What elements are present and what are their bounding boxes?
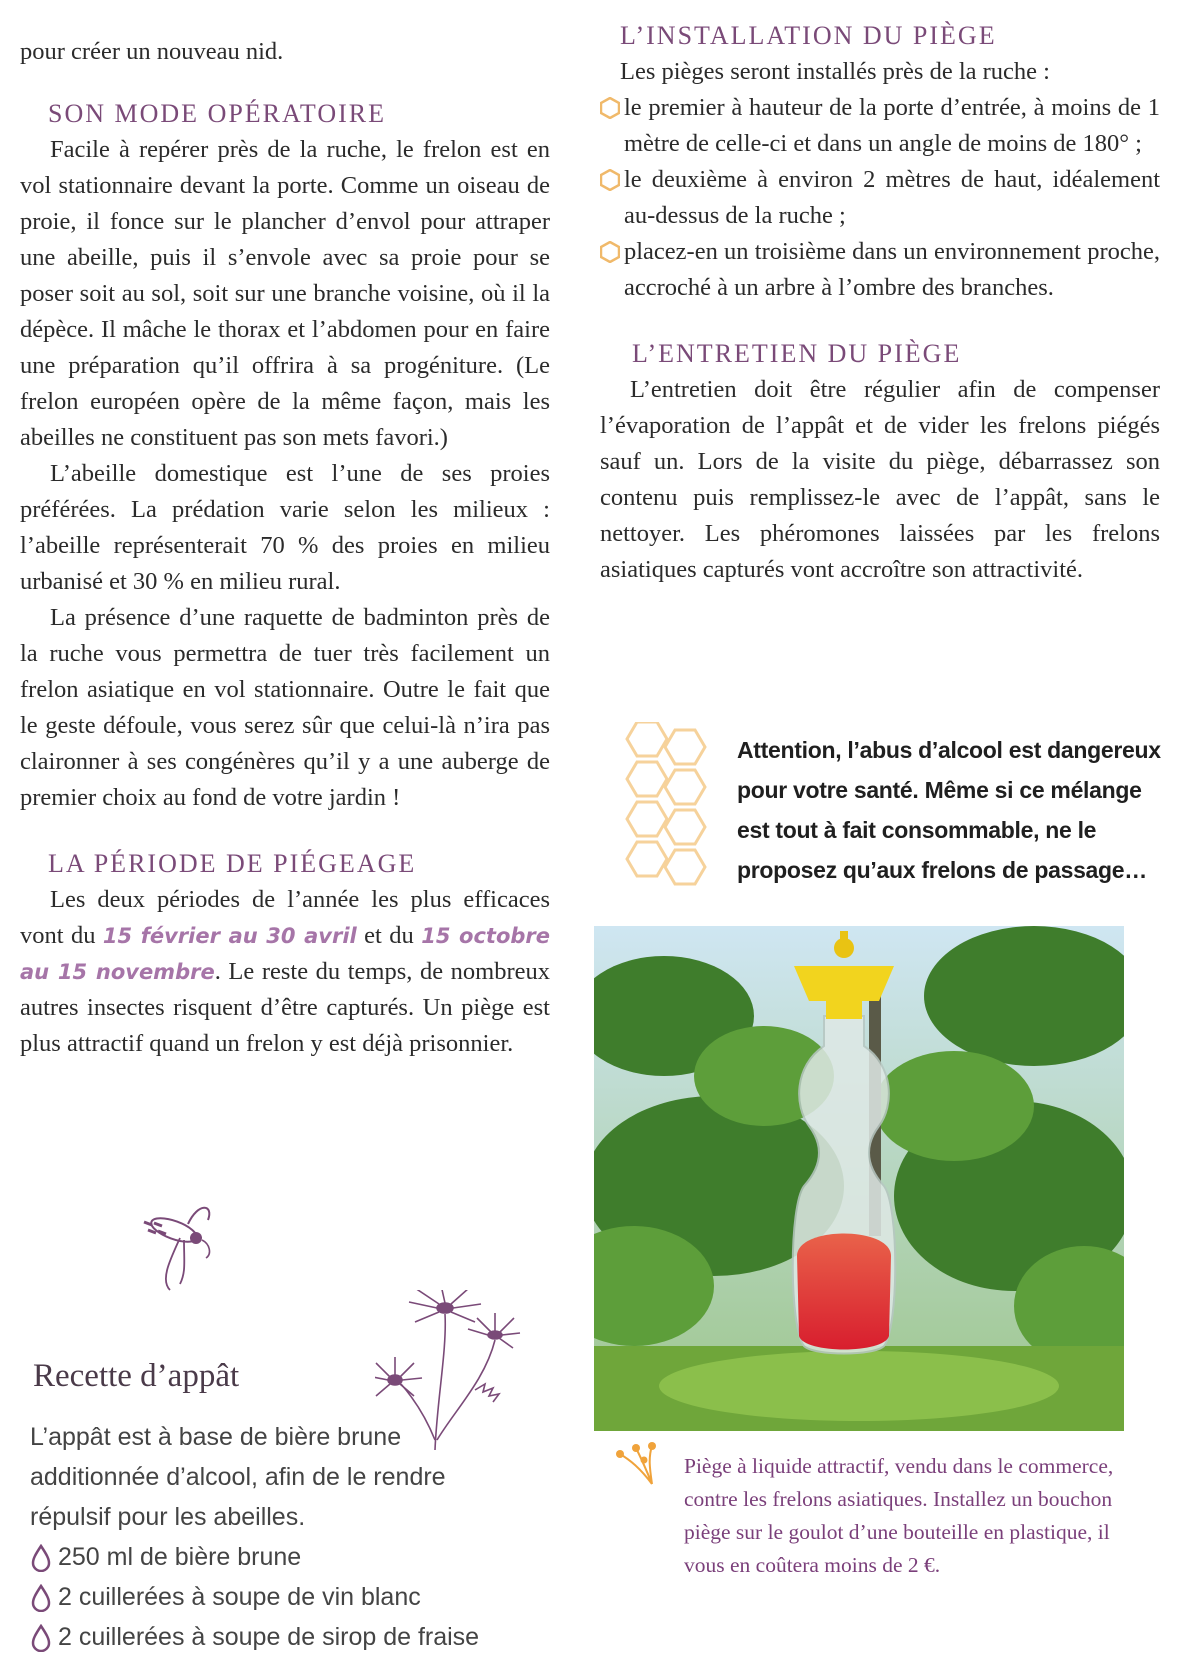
mode-paragraph-1: Facile à repérer près de la ruche, le frelon est en vol stationnaire devant la porte. Comme un oiseau de proie, il fonce sur le plancher d’envol pour attraper une abeille, puis il s’envole avec sa proie pour se poser soit au sol, soit sur une branche voisine, où il la dépèce. Il mâche le thorax et l’abdomen pour en faire une préparation qu’il offrira à sa progéniture. (Le frelon européen opère de la même façon, mais les abeilles ne constituent pas son mets favori.) xyxy=(20,136,550,451)
right-column xyxy=(600,18,1160,588)
installation-list xyxy=(600,90,1160,306)
intro-text: pour créer un nouveau nid. xyxy=(20,38,284,65)
droplet-icon xyxy=(30,1624,52,1652)
installation-intro: Les pièges seront installés près de la ruche : xyxy=(620,58,1050,85)
entretien-paragraph: L’entretien doit être régulier afin de compenser l’évaporation de l’appât et de vider les frelons piégés sauf un. Lors de la visite du piège, débarrassez son contenu puis remplissez-le avec de l’appât, sans le nettoyer. Les phéromones laissées par les frelons asiatiques capturés vont accroître son attractivité. xyxy=(600,376,1160,583)
list-item: placez-en un troisième dans un environnement proche, accroché à un arbre à l’ombre des branches. xyxy=(600,234,1160,306)
mode-paragraph-2: L’abeille domestique est l’une de ses proies préférées. La prédation varie selon les milieux : l’abeille représenterait 70 % des proies en milieu urbanisé et 30 % en milieu rural. xyxy=(20,460,550,595)
left-column xyxy=(20,34,550,1062)
recipe-intro: L’appât est à base de bière brune additionnée d’alcool, afin de le rendre répulsif pour les abeilles. xyxy=(30,1423,446,1531)
hexagon-bullet-icon xyxy=(600,169,620,191)
hexagon-bullet-icon xyxy=(600,97,620,119)
date-highlight-2: 15 octobre au 15 novembre xyxy=(20,924,551,984)
recipe-body xyxy=(30,1417,510,1657)
berry-branch-icon xyxy=(612,1440,672,1490)
bee-illustration xyxy=(140,1200,220,1300)
warning-text: Attention, l’abus d’alcool est dangereux pour votre santé. Même si ce mélange est tout à fait consommable, ne le proposez qu’aux frelons de passage… xyxy=(737,737,1161,883)
section-title-periode: LA PÉRIODE DE PIÉGEAGE xyxy=(48,849,417,878)
ingredient-3: 2 cuillerées à soupe de sirop de fraise xyxy=(30,1617,510,1657)
droplet-icon xyxy=(30,1584,52,1612)
recipe-title: Recette d’appât xyxy=(33,1358,240,1394)
date-highlight-1: 15 février au 30 avril xyxy=(102,924,357,948)
section-title-mode: SON MODE OPÉRATOIRE xyxy=(48,99,386,128)
section-title-installation: L’INSTALLATION DU PIÈGE xyxy=(620,21,997,50)
hexagon-bullet-icon xyxy=(600,241,620,263)
ingredient-2: 2 cuillerées à soupe de vin blanc xyxy=(30,1577,510,1617)
periode-paragraph: Les deux périodes de l’année les plus efficaces vont du 15 février au 30 avril et du 15 octobre au 15 novembre. Le reste du temps, de nombreux autres insectes risquent d’être capturés. Un piège est plus attractif quand un frelon y est déjà prisonnier. xyxy=(20,886,551,1057)
list-item: le premier à hauteur de la porte d’entrée, à moins de 1 mètre de celle-ci et dans un angle de moins de 180° ; xyxy=(600,90,1160,162)
honeycomb-decoration xyxy=(612,722,732,902)
photo-caption: Piège à liquide attractif, vendu dans le commerce, contre les frelons asiatiques. Installez un bouchon piège sur le goulot d’une bouteille en plastique, il vous en coûtera moins de 2 €. xyxy=(684,1454,1114,1577)
trap-photo xyxy=(594,926,1124,1431)
ingredient-1: 250 ml de bière brune xyxy=(30,1537,510,1577)
alcohol-warning xyxy=(612,722,1172,902)
mode-paragraph-3: La présence d’une raquette de badminton près de la ruche vous permettra de tuer très facilement un frelon asiatique en vol stationnaire. Outre le fait que le geste défoule, vous serez sûr que celui-là n’ira pas claironner à ses congénères qu’il y a une auberge de premier choix au fond de votre jardin ! xyxy=(20,604,550,811)
list-item: le deuxième à environ 2 mètres de haut, idéalement au-dessus de la ruche ; xyxy=(600,162,1160,234)
droplet-icon xyxy=(30,1544,52,1572)
section-title-entretien: L’ENTRETIEN DU PIÈGE xyxy=(632,339,962,368)
